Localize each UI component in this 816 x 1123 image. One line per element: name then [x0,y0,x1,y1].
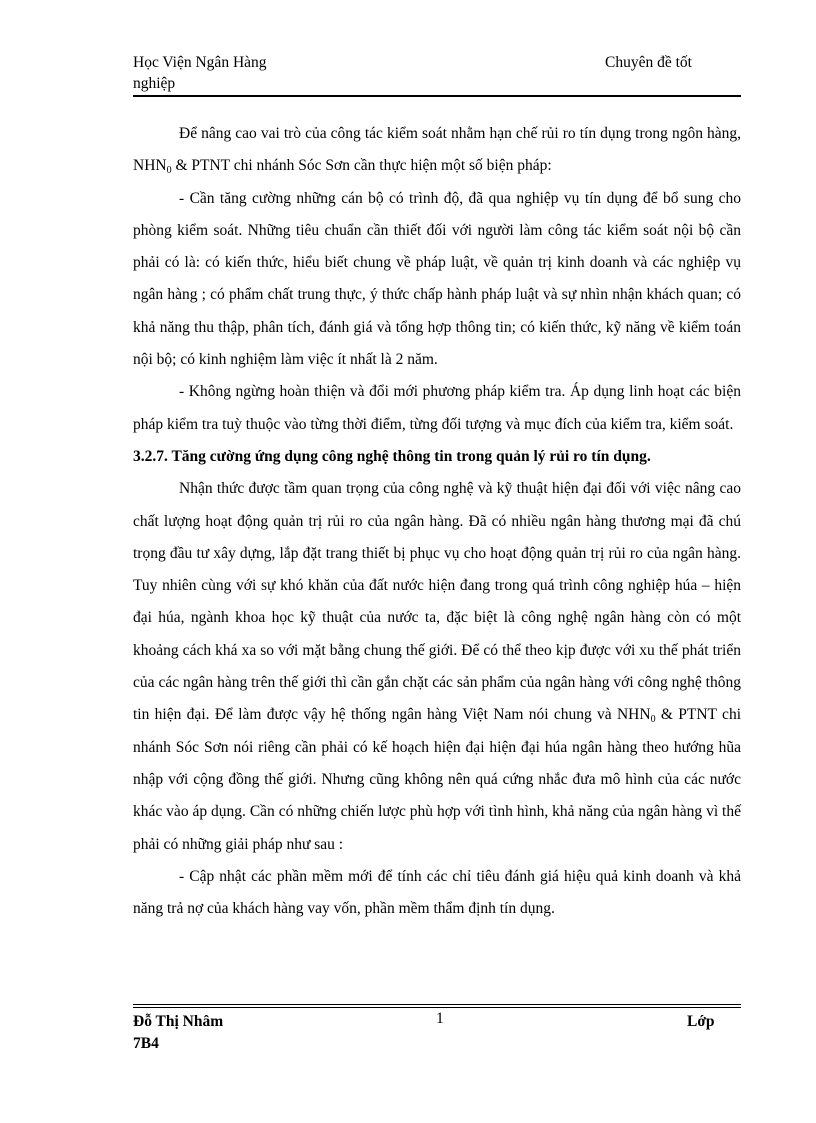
document-body [133,118,741,925]
footer-author: Đỗ Thị Nhâm [133,1013,224,1030]
paragraph-3: - Không ngừng hoàn thiện và đổi mới phương pháp kiểm tra. Áp dụng linh hoạt các biện pháp kiểm tra tuỳ thuộc vào từng thời điểm, từng đối tượng và mục đích của kiểm tra, kiểm soát. [133,383,741,433]
header-divider [133,95,741,97]
header-title: Chuyên đề tốt [605,54,692,71]
footer-divider-top [133,1004,741,1005]
paragraph-2: - Cần tăng cường những cán bộ có trình độ, đã qua nghiệp vụ tín dụng để bổ sung cho phòng kiểm soát. Những tiêu chuẩn cần thiết đối với người làm công tác kiểm soát nội bộ cần phải có là: có kiến thức, hiểu biết chung về pháp luật, về quản trị kinh doanh và các nghiệp vụ ngân hàng ; có phẩm chất trung thực, ý thức chấp hành pháp luật và sự nhìn nhận khách quan; có khả năng thu thập, phân tích, đánh giá và tổng hợp thông tin; có kiến thức, kỹ năng về kiểm toán nội bộ; có kinh nghiệm làm việc ít nhất là 2 năm. [133,189,741,369]
header-institution: Học Viện Ngân Hàng [133,54,267,71]
paragraph-5: - Cập nhật các phần mềm mới để tính các chỉ tiêu đánh giá hiệu quả kinh doanh và khả năng trả nợ của khách hàng vay vốn, phần mềm thẩm định tín dụng. [133,867,741,918]
page-number: 1 [436,1010,444,1027]
subscript: 0 [166,165,172,177]
paragraph-4: Nhận thức được tầm quan trọng của công nghệ và kỹ thuật hiện đại đối với việc nâng cao chất lượng hoạt động quản trị rủi ro của ngân hàng. Đã có nhiều ngân hàng thương mại đã chú trọng đầu tư xây dựng, lắp đặt trang thiết bị phục vụ cho hoạt động quản trị rủi ro của ngân hàng. Tuy nhiên cùng với sự khó khăn của đất nước hiện đang trong quá trình công nghiệp húa – hiện đại húa, ngành khoa học kỹ thuật của nước ta, đặc biệt là công nghệ ngân hàng còn có một khoảng cách khá xa so với mặt bằng chung thế giới. Để có thể theo kịp được với xu thế phát triển của các ngân hàng trên thế giới thì cần gắn chặt các sản phẩm của ngân hàng với công nghệ thông tin hiện đại. Để làm được vậy hệ thống ngân hàng Việt Nam nói chung và $NHN_0$ & PTNT chi nhánh Sóc Sơn nói riêng cần phải có kế hoạch hiện đại hiện đại húa ngân hàng theo hướng hũa nhập với cộng đồng thế giới. Nhưng cũng không nên quá cứng nhắc đưa mô hình của các nước khác vào áp dụng. Cần có những chiến lược phù hợp với tình hình, khả năng của ngân hàng vì thế phải có những giải pháp như sau : [133,480,741,853]
paragraph-1: Để nâng cao vai trò của công tác kiểm soát nhằm hạn chế rủi ro tín dụng trong ngôn hàng, $NHN_0$ & PTNT chi nhánh Sóc Sơn cần thực hiện một số biện pháp: [133,125,741,177]
header-title-continuation: nghiệp [133,75,176,92]
footer-class-label: Lớp [687,1013,715,1030]
subscript: 0 [650,714,656,726]
footer-class-code: 7B4 [133,1035,159,1052]
section-heading: 3.2.7. Tăng cường ứng dụng công nghệ thông tin trong quản lý rủi ro tín dụng. [133,447,651,465]
